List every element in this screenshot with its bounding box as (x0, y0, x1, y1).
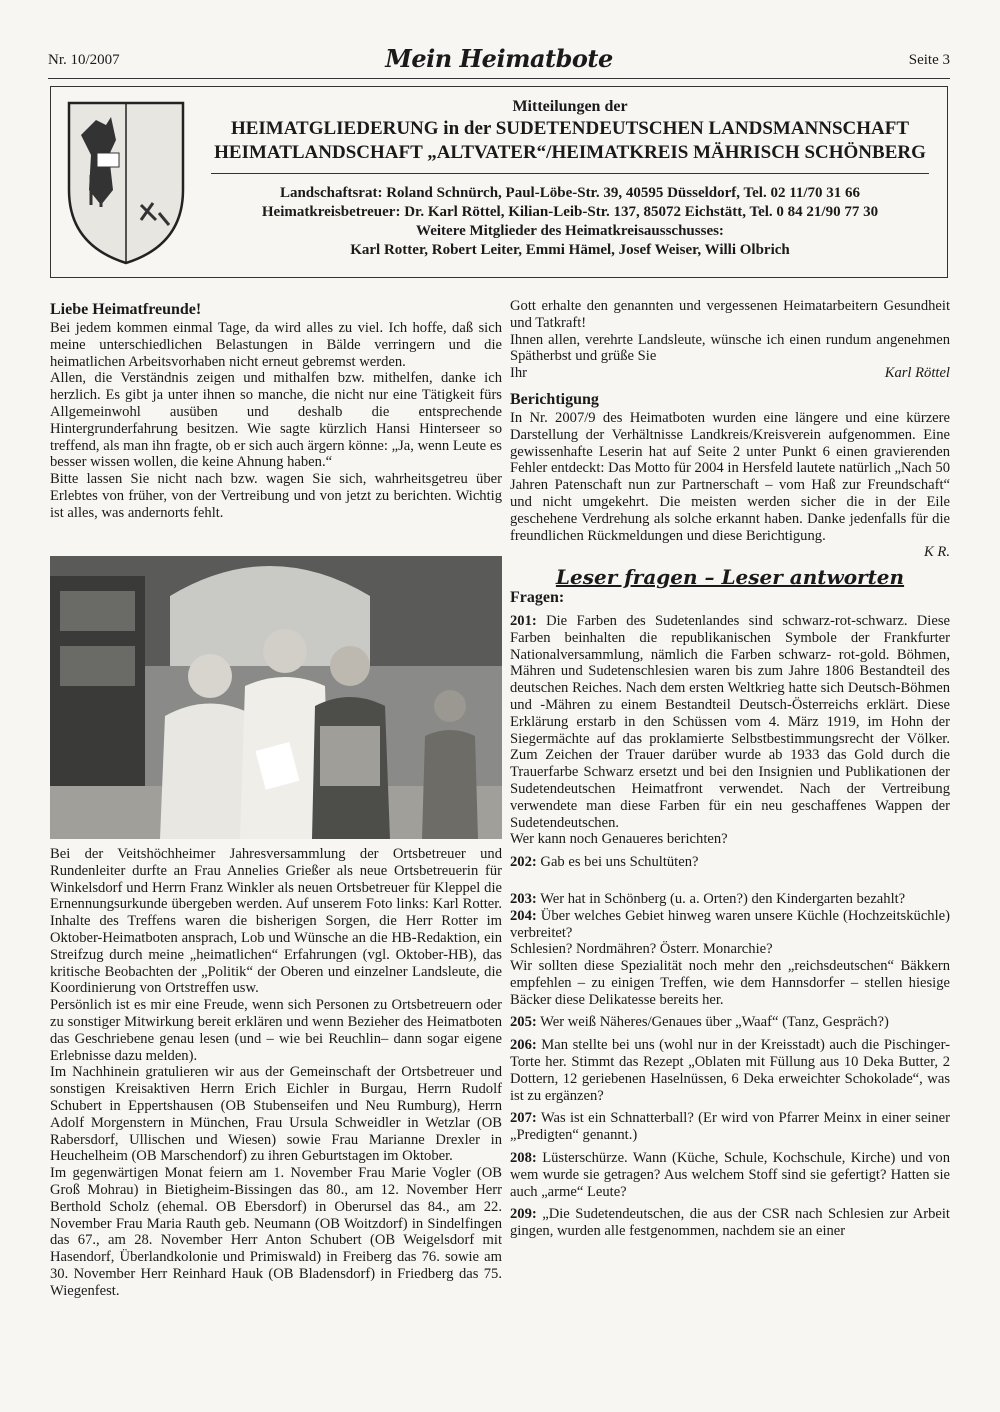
question-209 (510, 1206, 950, 1240)
caption-paragraph: Bei der Veitshöchheimer Jahresversammlung der Ortsbetreuer und Rundenleiter durfte an Frau Annelies Grießer als neue Ortsbetreuerin für Winkelsdorf und Herrn Franz Winkler als neuen Ortsbetreuer für Kleppel die Ernennungsurkunde übergeben werden. Auf unserem Foto links: Karl Rotter. Inhalte des Treffens waren die bisherigen Sorgen, die Herr Rotter im Oktober-Heimatboten ansprach, Lob und Wünsche an die HB-Redaktion, ein Streifzug durch meine „heimatlichen“ Erfahrungen (vgl. Oktober-HB), das kritische Beobachten der „Politik“ der Oberen und einzelner Landsleute, die Koordinierung von Ortstreffen usw. (50, 846, 502, 997)
committee-members: Karl Rotter, Robert Leiter, Emmi Hämel, Josef Weiser, Willi Olbrich (350, 242, 790, 258)
closing-paragraph: Ihnen allen, verehrte Landsleute, wünsche ich einen rundum angenehmen Spätherbst und grüße Sie (510, 331, 950, 365)
closing-paragraph: Gott erhalte den genannten und vergessenen Heimatarbeitern Gesundheit und Tatkraft! (510, 298, 950, 331)
question-text: Man stellte bei uns (wohl nur in der Kreisstadt) auch die Pischinger-Torte her. Stimmt das Rezept „Oblaten mit Füllung aus 10 Deka Butter, 2 Dottern, 12 geriebenen Haselnüssen, 6 Deka erweichter Schokolade“, was ist zu ergänzen? (510, 1037, 950, 1104)
masthead-title: Mein Heimatbote (385, 44, 613, 73)
caption-paragraph: Im Nachhinein gratulieren wir aus der Gemeinschaft der Ortsbetreuer und sonstigen Kreisaktiven Herrn Erich Eichler in Burgau, Herrn Rudolf Schubert in Eppertshausen (OB Stubenseifen und Neu Rumburg), Herrn Adolf Morgenstern in München, Frau Ursula Schweidler in Wetzlar (OB Rabersdorf, Ullischen und Wiesen) sowie Frau Marianne Drexler in Heuchelheim (OB Marschendorf) zu ihren Geburtstagen im Oktober. (50, 1064, 502, 1165)
heimatkreisbetreuer-line: Heimatkreisbetreuer: Dr. Karl Röttel, Kilian-Leib-Str. 137, 85072 Eichstätt, Tel. 0 84 21/90 77 30 (261, 204, 879, 220)
question-204-line3: Wir sollten diese Spezialität noch mehr den „reichsdeutschen“ Bäkkern empfehlen – zu einigen Treffen, wie dem Hannsdorfer – stellen hiesige Bäcker diese Delikatesse bereits her. (510, 958, 950, 1008)
question-208 (510, 1150, 950, 1200)
caption-paragraph: Persönlich ist es mir eine Freude, wenn sich Personen zu Ortsbetreuern oder zu sonstiger Mitwirkung bereit erklären und wenn Bezieher des Heimatboten das Geschriebene genau lesen (und – wie bei Reuchlin– dann sogar eigene Erlebnisse dazu melden). (50, 997, 502, 1064)
question-201 (510, 613, 950, 831)
question-204-line2: Schlesien? Nordmähren? Österr. Monarchie? (510, 941, 773, 958)
coat-of-arms-icon (61, 95, 191, 267)
letter-column (50, 300, 502, 522)
page-number: Seite 3 (908, 52, 950, 68)
question-201-followup: Wer kann noch Genaueres berichten? (510, 831, 728, 848)
question-number: 208: (510, 1150, 537, 1167)
question-number: 206: (510, 1037, 537, 1054)
question-text: Was ist ein Schnatterball? (Er wird von Pfarrer Meinx in einer seiner „Predigten“ genannt.) (510, 1110, 950, 1144)
question-text: Gab es bei uns Schultüten? (536, 854, 699, 871)
meeting-photo (50, 556, 502, 839)
photo-caption-column (50, 846, 502, 1300)
signature-line (510, 365, 950, 382)
berichtigung-text: In Nr. 2007/9 des Heimatboten wurden eine längere und eine kürzere Darstellung der Verhältnisse Landkreis/Kreisverein aufgenommen. Eine gewissenhafte Leserin hat auf Seite 2 unter Punkt 6 einen gravierenden Fehler entdeckt: Das Motto für 2004 in Hersfeld lautete natürlich „Nach 50 Jahren Patenschaft nun zur Partnerschaft – vom Haß zur Freundschaft“ und nicht umgekehrt. Die meisten werden sicher die in der Eile geschehene Verdrehung als solche erkannt haben. Danke jedenfalls für die freundlichen Rückmeldungen und diese Berichtigung. (510, 409, 950, 544)
question-text: „Die Sudetendeutschen, die aus der CSR nach Schlesien zur Arbeit gingen, wurden alle festgenommen, nachdem sie an einer (510, 1206, 950, 1240)
right-column (510, 298, 950, 1240)
spacer (510, 871, 950, 885)
landschaftsrat-line: Landschaftsrat: Roland Schnürch, Paul-Löbe-Str. 39, 40595 Düsseldorf, Tel. 02 11/70 31 66 (279, 185, 861, 201)
question-number: 204: (510, 907, 537, 924)
letter-paragraph: Bitte lassen Sie nicht nach bzw. wagen Sie sich, wahrheitsgetreu über Erlebtes von früher, von der Vertreibung und von jetzt zu berichten. Wichtig ist alles, was andernorts fehlt. (50, 471, 502, 521)
leser-section-title: Leser fragen – Leser antworten (555, 565, 905, 590)
association-info-box (50, 86, 948, 278)
berichtigung-title: Berichtigung (510, 390, 599, 408)
letter-paragraph: Bei jedem kommen einmal Tage, da wird alles zu viel. Ich hoffe, daß sich meine unterschiedlichen Belastungen in Bälde verringern und die heimatlichen Arbeitsvorhaben nicht erneut gebremst werden. (50, 320, 502, 370)
question-206 (510, 1037, 950, 1104)
question-202 (510, 854, 950, 871)
header-rule (48, 78, 950, 79)
page-header (48, 44, 950, 80)
box-intro: Mitteilungen der (512, 98, 628, 115)
question-text: Die Farben des Sudetenlandes sind schwarz-rot-schwarz. Diese Farben beinhalten die republikanischen Symbole der Frankfurter Nationalversammlung, nämlich die Farben schwarz- rot-gold. Böhmen, Mähren und Sudetenschlesien waren bis zum Jahre 1806 Bestandteil des deutschen Reiches. Nach dem ersten Weltkrieg hatte sich Deutsch-Böhmen und -Mähren zu einem Bestandteil Deutsch-Österreichs erklärt. Diese Erklärung erstarb in den Schüssen vom 4. März 1919, im Hohn der Siegermächte auf das proklamierte Selbstbestimmungsrecht der Völker. Zum Zeichen der Trauer darüber wurde ab 1933 das Gold durch die Trauerfarbe Schwarz ersetzt und bei den Insignien und Publikationen der Sudetendeutschen Heimatfront verwendet. Nach der Vertreibung verwendete man diese Farben für ein neu geschaffenes Wappen der Sudetendeutschen. (510, 612, 950, 831)
question-number: 202: (510, 854, 537, 871)
question-203 (510, 891, 950, 908)
question-number: 203: (510, 890, 537, 907)
committee-heading: Weitere Mitglieder des Heimatkreisausschusses: (416, 223, 724, 239)
letter-paragraph: Allen, die Verständnis zeigen und mithalfen bzw. mithelfen, danke ich herzlich. Es gibt ja unter ihnen so manche, die nicht nur eine Tätigkeit fürs Allgemeinwohl ausüben und deshalb die entsprechende Hintergrunderfahrung besitzen. Wie sagte kürzlich Hansi Hinterseer so treffend, als man ihn fragte, ob er sich auch ärgern könne: „Ja, wenn Leute es besser wissen wollen, die keine Ahnung haben.“ (50, 370, 502, 471)
caption-paragraph: Im gegenwärtigen Monat feiern am 1. November Frau Marie Vogler (OB Groß Mohrau) in Bietigheim-Bissingen das 80., am 12. November Herr Berthold Scholz (ehemal. OB Ebersdorf) in Oberursel das 84., am 22. November Frau Maria Rauth geb. Neumann (OB Woitzdorf) in Sindelfingen das 67., am 28. November Herr Anton Schubert (OB Weigelsdorf mit Hasendorf, Überlandkolonie und Primiswald) in Freiberg das 76. sowie am 30. November Herr Reinhard Hauk (OB Bladensdorf) in Friedberg das 75. Wiegenfest. (50, 1165, 502, 1299)
berichtigung-signature: K R. (924, 544, 950, 561)
question-207 (510, 1110, 950, 1144)
question-number: 205: (510, 1014, 537, 1031)
question-204 (510, 908, 950, 942)
question-205 (510, 1014, 950, 1031)
question-text: Wer hat in Schönberg (u. a. Orten?) den Kindergarten bezahlt? (536, 890, 906, 907)
box-divider (211, 173, 929, 174)
issue-number: Nr. 10/2007 (48, 52, 120, 68)
closing-ihr: Ihr (510, 365, 528, 382)
question-text: Lüsterschürze. Wann (Küche, Schule, Kochschule, Kirche) und von wem wurde sie getragen? Aus welchem Stoff sind sie gefertigt? Hatten sie auch „arme“ Leute? (510, 1150, 950, 1200)
letter-title: Liebe Heimatfreunde! (50, 301, 202, 318)
question-number: 209: (510, 1206, 537, 1223)
box-title-2: HEIMATLANDSCHAFT „ALTVATER“/HEIMATKREIS MÄHRISCH SCHÖNBERG (214, 142, 926, 163)
question-number: 207: (510, 1110, 537, 1127)
box-title-1: HEIMATGLIEDERUNG in der SUDETENDEUTSCHEN LANDSMANNSCHAFT (230, 118, 910, 139)
fragen-heading: Fragen: (510, 588, 565, 606)
question-text: Über welches Gebiet hinweg waren unsere Küchle (Hochzeitsküchle) verbreitet? (510, 907, 950, 941)
question-text: Wer weiß Näheres/Genaues über „Waaf“ (Tanz, Gespräch?) (536, 1014, 889, 1031)
question-number: 201: (510, 612, 537, 629)
signature: Karl Röttel (884, 365, 950, 382)
